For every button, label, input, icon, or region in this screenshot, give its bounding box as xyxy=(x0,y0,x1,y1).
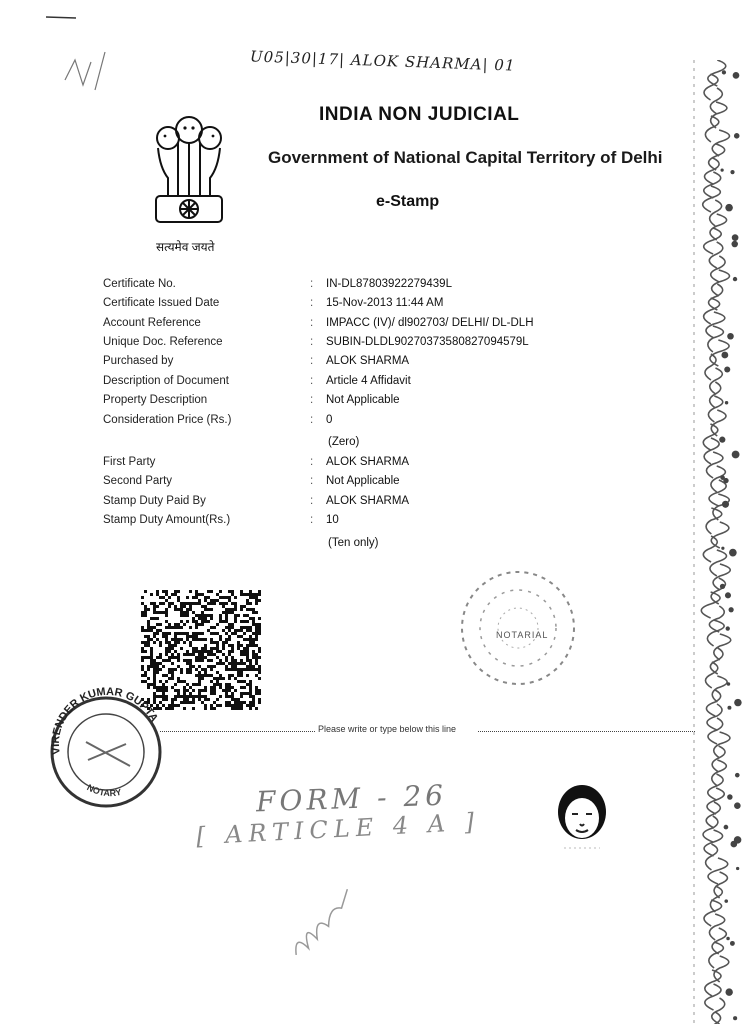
field-separator: : xyxy=(310,456,314,468)
field-label: Certificate No. xyxy=(103,278,176,290)
field-separator: : xyxy=(310,414,314,426)
faint-handwriting-form: FORM - 26 xyxy=(255,778,448,819)
field-separator: : xyxy=(310,514,314,526)
field-value: SUBIN-DLDL90270373580827094579L xyxy=(326,336,529,348)
seal-bottom-text: NOTARY xyxy=(85,782,123,799)
field-value: Not Applicable xyxy=(326,475,400,487)
field-label: Stamp Duty Amount(Rs.) xyxy=(103,514,231,526)
field-label: Purchased by xyxy=(103,355,174,367)
deponent-photo xyxy=(550,782,614,856)
field-value: (Zero) xyxy=(328,436,360,448)
field-separator: : xyxy=(310,475,314,487)
handwritten-reference-note: U05|30|17| ALOK SHARMA| 01 xyxy=(249,47,516,75)
field-value: ALOK SHARMA xyxy=(326,355,410,367)
emblem-motto: सत्यमेव जयते xyxy=(156,240,215,254)
field-separator: : xyxy=(310,495,314,507)
field-separator: : xyxy=(310,336,314,348)
field-separator: : xyxy=(310,297,314,309)
field-label: Unique Doc. Reference xyxy=(103,336,223,348)
field-label: Description of Document xyxy=(103,375,229,387)
notarial-seal xyxy=(450,562,584,690)
field-label: Property Description xyxy=(103,394,208,406)
field-value: IN-DL87803922279439L xyxy=(326,278,452,290)
field-value: ALOK SHARMA xyxy=(326,456,410,468)
field-label: First Party xyxy=(103,456,156,468)
field-separator: : xyxy=(310,317,314,329)
field-label: Certificate Issued Date xyxy=(103,297,220,309)
issuing-government: Government of National Capital Territory of Delhi xyxy=(268,148,663,167)
field-separator: : xyxy=(310,278,314,290)
svg-text:NOTARY xyxy=(85,782,122,798)
seal-name-text: VIRENDER KUMAR GUPTA xyxy=(49,686,161,756)
field-value: 15-Nov-2013 11:44 AM xyxy=(326,297,444,309)
field-value: Not Applicable xyxy=(326,394,400,406)
field-label: Account Reference xyxy=(103,317,201,329)
stamp-type-heading: e-Stamp xyxy=(376,193,440,210)
national-emblem-icon xyxy=(148,108,230,234)
field-separator: : xyxy=(310,375,314,387)
field-separator: : xyxy=(310,355,314,367)
field-value: Article 4 Affidavit xyxy=(326,375,411,387)
divider-instruction: Please write or type below this line xyxy=(318,724,457,734)
margin-mark xyxy=(46,14,76,20)
faint-handwriting-article: [ ARTICLE 4 A ] xyxy=(195,807,481,851)
field-value: ALOK SHARMA xyxy=(326,495,410,507)
field-value: (Ten only) xyxy=(328,537,379,549)
field-label: Second Party xyxy=(103,475,173,487)
document-title: INDIA NON JUDICIAL xyxy=(319,104,520,125)
signature xyxy=(269,870,377,965)
field-value: 10 xyxy=(326,514,339,526)
security-border xyxy=(672,60,742,1024)
field-label: Stamp Duty Paid By xyxy=(103,495,206,507)
field-value: IMPACC (IV)/ dl902703/ DELHI/ DL-DLH xyxy=(326,317,534,329)
field-separator: : xyxy=(310,394,314,406)
field-value: 0 xyxy=(326,414,333,426)
pen-scribble-mark xyxy=(55,40,115,100)
field-label: Consideration Price (Rs.) xyxy=(103,414,232,426)
notarial-seal-text: NOTARIAL xyxy=(496,630,549,640)
notary-round-seal xyxy=(38,686,174,808)
